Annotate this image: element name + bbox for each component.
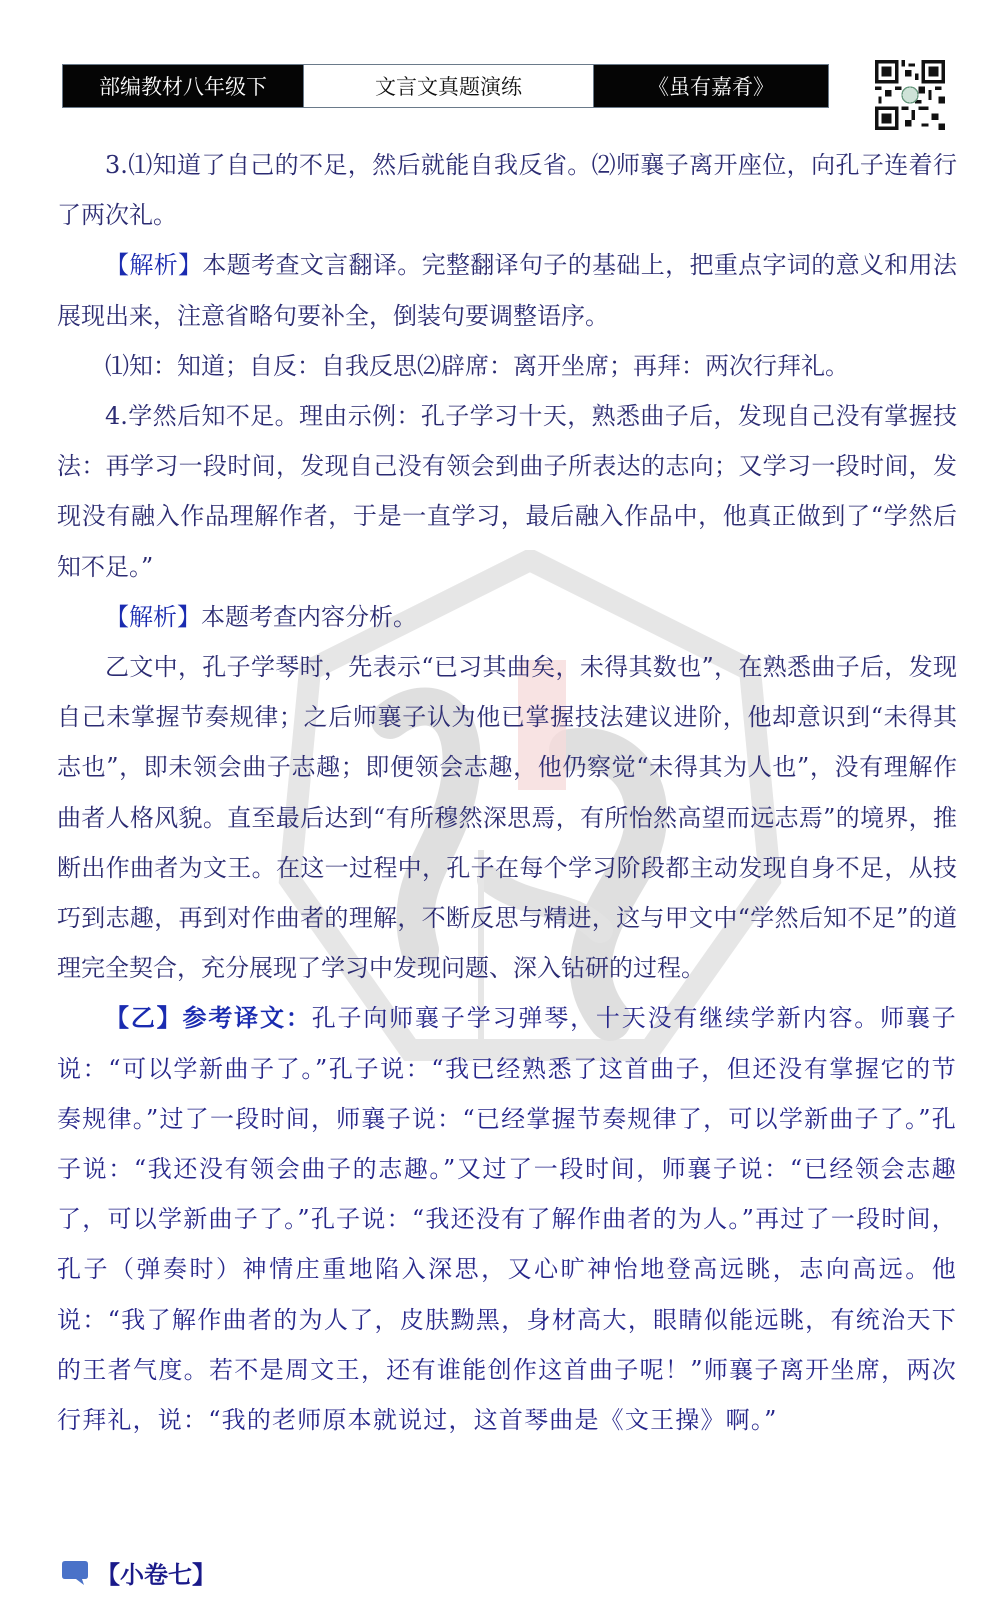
next-section-heading (62, 1555, 216, 1590)
header-bar (62, 64, 829, 108)
q3-analysis (57, 240, 957, 340)
q4-analysis-text: 本题考查内容分析。 (201, 602, 417, 631)
q4-analysis (57, 592, 957, 642)
q3-analysis-text: 本题考查文言翻译。完整翻译句子的基础上，把重点字词的意义和用法展现出来，注意省略句要补全，倒装句要调整语序。 (57, 251, 958, 330)
header-title-label: 《虽有嘉肴》 (594, 65, 828, 107)
q3-keywords: ⑴知：知道；自反：自我反思⑵辟席：离开坐席；再拜：两次行拜礼。 (105, 351, 849, 380)
translation-paragraph (57, 993, 957, 1445)
section-label: 【小卷七】 (96, 1561, 216, 1589)
answer-content (57, 140, 957, 1445)
q4-explanation: 乙文中，孔子学琴时，先表示“已习其曲矣，未得其数也”，在熟悉曲子后，发现自己未掌握节奏规律；之后师襄子认为他已掌握技法建议进阶，他却意识到“未得其志也”，即未领会曲子志趣；即便领会志趣，他仍察觉“未得其为人也”，没有理解作曲者人格风貌。直至最后达到“有所穆然深思焉，有所怡然高望而远志焉”的境界，推断出作曲者为文王。在这一过程中，孔子在每个学习阶段都主动发现自身不足，从技巧到志趣，再到对作曲者的理解，不断反思与精进，这与甲文中“学然后知不足”的道理完全契合，充分展现了学习中发现问题、深入钻研的过程。 (57, 653, 957, 983)
analysis-tag: 【解析】 (105, 251, 203, 280)
translation-text: 孔子向师襄子学习弹琴，十天没有继续学新内容。师襄子说：“可以学新曲子了。”孔子说：“我已经熟悉了这首曲子，但还没有掌握它的节奏规律。”过了一段时间，师襄子说：“已经掌握节奏规律了，可以学新曲子了。”孔子说：“我还没有领会曲子的志趣。”又过了一段时间，师襄子说：“已经领会志趣了，可以学新曲子了。”孔子说：“我还没有了解作曲者的为人。”再过了一段时间，孔子（弹奏时）神情庄重地陷入深思，又心旷神怡地登高远眺，志向高远。他说：“我了解作曲者的为人了，皮肤黝黑，身材高大，眼睛似能远眺，有统治天下的王者气度。若不是周文王，还有谁能创作这首曲子呢！”师襄子离开坐席，两次行拜礼，说：“我的老师原本就说过，这首琴曲是《文王操》啊。” (57, 1004, 957, 1435)
analysis-tag: 【解析】 (105, 602, 201, 631)
header-grade-label: 部编教材八年级下 (63, 65, 303, 107)
translation-tag: 【乙】参考译文： (105, 1004, 312, 1033)
qr-code-icon[interactable] (875, 60, 945, 130)
header-section-label: 文言文真题演练 (303, 65, 594, 107)
q4-answer: 4.学然后知不足。理由示例：孔子学习十天，熟悉曲子后，发现自己没有掌握技法：再学习一段时间，发现自己没有领会到曲子所表达的志向；又学习一段时间，发现没有融入作品理解作者，于是一直学习，最后融入作品中，他真正做到了“学然后知不足。” (57, 402, 957, 581)
q3-answer: 3.⑴知道了自己的不足，然后就能自我反省。⑵师襄子离开座位，向孔子连着行了两次礼。 (57, 151, 957, 230)
speech-bubble-icon (62, 1560, 90, 1586)
